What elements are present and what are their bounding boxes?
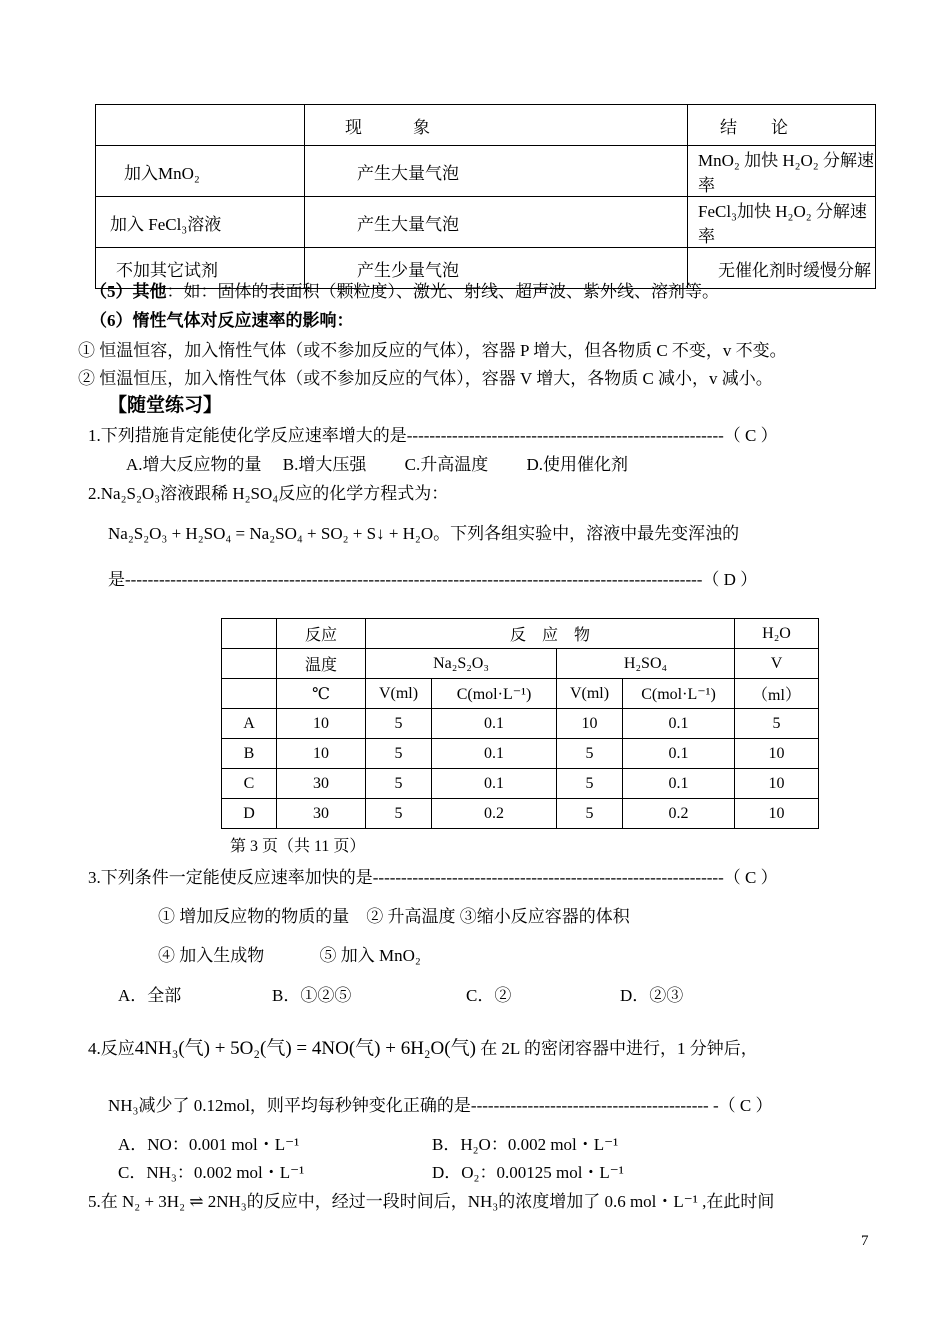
catalyst-table: [95, 104, 876, 289]
question-4-option-c: C．NH₃：0.002 mol・L⁻¹: [118, 1163, 305, 1182]
table-cell: C: [222, 769, 277, 799]
question-2-stem: 2.Na₂S₂O₃溶液跟稀 H₂SO₄反应的化学方程式为：: [88, 484, 449, 503]
table-cell: 加入 FeCl₃溶液: [96, 197, 305, 248]
question-4-option-b: B．H₂O：0.002 mol・L⁻¹: [432, 1135, 619, 1154]
table-cell: 不加其它试剂: [96, 248, 305, 289]
table-cell: 5: [557, 769, 623, 799]
table-cell: D: [222, 799, 277, 829]
table-header-row: [222, 649, 819, 679]
section-5: [90, 277, 719, 302]
table-cell: 0.1: [432, 769, 557, 799]
table-cell: FeCl₃加快 H₂O₂ 分解速率: [688, 197, 876, 248]
table-header-cell: （ml）: [735, 679, 819, 709]
table-row: [96, 197, 876, 248]
experiment-table: [221, 618, 819, 829]
table-header-row: [222, 679, 819, 709]
table-header-cell: V(ml): [557, 679, 623, 709]
inert-gas-const-volume: ① 恒温恒容，加入惰性气体（或不参加反应的气体），容器 P 增大，但各物质 C 不变，v 不变。: [78, 341, 787, 360]
table-cell: 30: [277, 799, 366, 829]
table-cell: 产生大量气泡: [305, 197, 688, 248]
table-header-cell: [222, 619, 277, 649]
section-5-label: （5）其他: [90, 282, 167, 301]
table-cell: 10: [557, 709, 623, 739]
table-cell: 10: [277, 739, 366, 769]
table-cell: 10: [735, 769, 819, 799]
question-3-option-a: A．全部: [118, 986, 182, 1005]
table-cell: 0.1: [623, 739, 735, 769]
section-5-text: ：如：固体的表面积（颗粒度）、激光、射线、超声波、紫外线、溶剂等。: [166, 282, 719, 301]
table-cell: 5: [366, 709, 432, 739]
table-cell: 30: [277, 769, 366, 799]
question-3-option-c: C．②: [466, 986, 512, 1005]
question-4-suffix: 在 2L 的密闭容器中进行，1 分钟后，: [480, 1039, 758, 1058]
table-cell: B: [222, 739, 277, 769]
page-label: 第 3 页（共 11 页）: [230, 838, 366, 855]
question-3-items-1: ① 增加反应物的物质的量 ② 升高温度 ③缩小反应容器的体积: [158, 907, 630, 926]
table-cell: MnO₂ 加快 H₂O₂ 分解速率: [688, 146, 876, 197]
table-cell: 10: [277, 709, 366, 739]
question-3-option-b: B．①②⑤: [272, 986, 352, 1005]
table-row: [222, 739, 819, 769]
inert-gas-const-pressure: ② 恒温恒压，加入惰性气体（或不参加反应的气体），容器 V 增大，各物质 C 减小，v 减小。: [78, 369, 773, 388]
table-cell: 5: [366, 769, 432, 799]
table-cell: 0.1: [623, 769, 735, 799]
table-header-cell: V: [735, 649, 819, 679]
table-row: [222, 799, 819, 829]
table-cell: 10: [735, 799, 819, 829]
table-cell: 5: [366, 799, 432, 829]
table-cell: [96, 105, 305, 146]
table-cell: 0.2: [432, 799, 557, 829]
question-4-option-a: A．NO：0.001 mol・L⁻¹: [118, 1135, 300, 1154]
table-row: [222, 769, 819, 799]
table-cell: 0.1: [432, 709, 557, 739]
reaction-equation: Na₂S₂O₃ + H₂SO₄ = Na₂SO₄ + SO₂ + S↓ + H₂O: [108, 524, 434, 543]
table-header-cell: H₂O: [735, 619, 819, 649]
question-3-items-2: ④ 加入生成物 ⑤ 加入 MnO₂: [158, 946, 421, 965]
table-header-cell: [222, 649, 277, 679]
table-header-cell: 反应: [277, 619, 366, 649]
table-cell: 0.2: [623, 799, 735, 829]
question-4-line-2: NH₃减少了 0.12mol，则平均每秒钟变化正确的是------------------------------------------ -（ C ）: [108, 1096, 773, 1115]
table-cell: 加入MnO₂: [96, 146, 305, 197]
table-header-cell: Na₂S₂O₃: [366, 649, 557, 679]
question-5-stem: 5.在 N₂ + 3H₂ ⇌ 2NH₃的反应中，经过一段时间后，NH₃的浓度增加了 0.6 mol・L⁻¹ ,在此时间: [88, 1192, 775, 1211]
section-6-title: （6）惰性气体对反应速率的影响：: [90, 311, 354, 330]
table-header-cell: H₂SO₄: [557, 649, 735, 679]
table-header-cell: V(ml): [366, 679, 432, 709]
table-header-cell: C(mol·L⁻¹): [432, 679, 557, 709]
table-header-row: [96, 105, 876, 146]
table-header-cell: C(mol·L⁻¹): [623, 679, 735, 709]
question-2-text: 。下列各组实验中，溶液中最先变浑浊的: [433, 524, 740, 543]
table-header-cell: ℃: [277, 679, 366, 709]
question-4-prefix: 4.反应: [88, 1039, 135, 1058]
page-number: 7: [861, 1233, 869, 1249]
question-4-option-d: D．O₂：0.00125 mol・L⁻¹: [432, 1163, 624, 1182]
table-cell: 0.1: [432, 739, 557, 769]
table-header-cell: 温度: [277, 649, 366, 679]
question-3-stem: 3.下列条件一定能使反应速率加快的是--------------------------------------------------------------（ C ）: [88, 868, 778, 887]
table-cell: 5: [735, 709, 819, 739]
table-row: [222, 709, 819, 739]
question-2-answer: 是------------------------------------------------------------------------------------------------------（ D ）: [108, 570, 758, 589]
reaction-equation: 4NH₃(气) + 5O₂(气) = 4NO(气) + 6H₂O(气): [134, 1038, 476, 1059]
table-header-row: [222, 619, 819, 649]
table-header-cell: 反 应 物: [366, 619, 735, 649]
question-2-equation-line: [108, 519, 739, 544]
table-cell: A: [222, 709, 277, 739]
table-header-cell: 现 象: [305, 105, 688, 146]
question-4-stem: [88, 1033, 758, 1060]
table-cell: 5: [366, 739, 432, 769]
question-1-options: A.增大反应物的量 B.增大压强 C.升高温度 D.使用催化剂: [126, 455, 628, 474]
table-cell: 产生少量气泡: [305, 248, 688, 289]
table-row: [96, 146, 876, 197]
table-cell: 5: [557, 739, 623, 769]
table-cell: 5: [557, 799, 623, 829]
table-cell: 无催化剂时缓慢分解: [688, 248, 876, 289]
table-header-cell: [222, 679, 277, 709]
table-cell: 10: [735, 739, 819, 769]
table-cell: 产生大量气泡: [305, 146, 688, 197]
table-cell: 0.1: [623, 709, 735, 739]
question-3-option-d: D．②③: [620, 986, 684, 1005]
table-header-cell: 结 论: [688, 105, 876, 146]
practice-title: 【随堂练习】: [108, 395, 223, 416]
question-1-stem: 1.下列措施肯定能使化学反应速率增大的是--------------------------------------------------------（ C ）: [88, 426, 778, 445]
